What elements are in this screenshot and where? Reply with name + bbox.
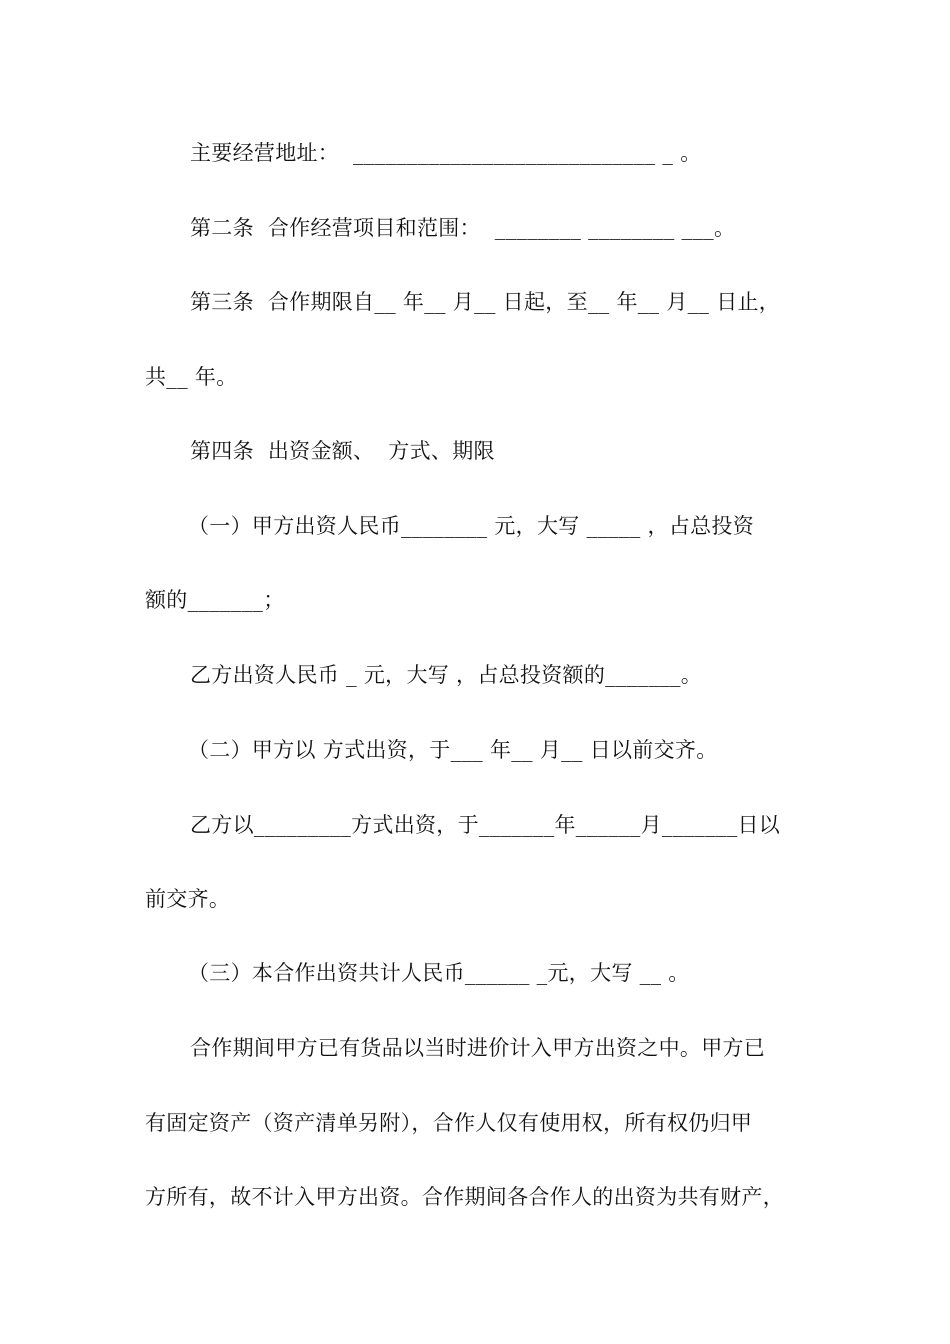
total-investment-line: （三）本合作出资共计人民币______ _元，大写 __ 。 bbox=[188, 961, 690, 985]
party-a-investment-line: （一）甲方出资人民币________ 元，大写 _____ ，占总投资 bbox=[188, 514, 755, 538]
article-two-line: 第二条 合作经营项目和范围： ________ ________ ___。 bbox=[190, 216, 736, 240]
cooperation-period-paragraph-line-2: 有固定资产（资产清单另附），合作人仅有使用权，所有权仍归甲 bbox=[145, 1111, 753, 1135]
business-address-line: 主要经营地址： ____________________________ _ 。 bbox=[190, 141, 702, 165]
article-three-continuation: 共__ 年。 bbox=[145, 365, 238, 389]
party-b-method-line: 乙方以_________方式出资，于_______年______月_______日以 bbox=[190, 813, 781, 837]
cooperation-period-paragraph-line-3: 方所有，故不计入甲方出资。合作期间各合作人的出资为共有财产， bbox=[145, 1185, 784, 1209]
article-four-heading: 第四条 出资金额、 方式、期限 bbox=[190, 439, 495, 463]
party-b-method-continuation: 前交齐。 bbox=[145, 887, 231, 911]
article-three-line: 第三条 合作期限自__ 年__ 月__ 日起，至__ 年__ 月__ 日止， bbox=[190, 290, 781, 314]
party-a-investment-continuation: 额的_______； bbox=[145, 588, 285, 612]
party-a-method-line: （二）甲方以 方式出资，于___ 年__ 月__ 日以前交齐。 bbox=[188, 738, 718, 762]
cooperation-period-paragraph-line-1: 合作期间甲方已有货品以当时进价计入甲方出资之中。甲方已 bbox=[190, 1036, 766, 1060]
party-b-investment-line: 乙方出资人民币 _ 元，大写 ，占总投资额的_______。 bbox=[190, 663, 703, 687]
